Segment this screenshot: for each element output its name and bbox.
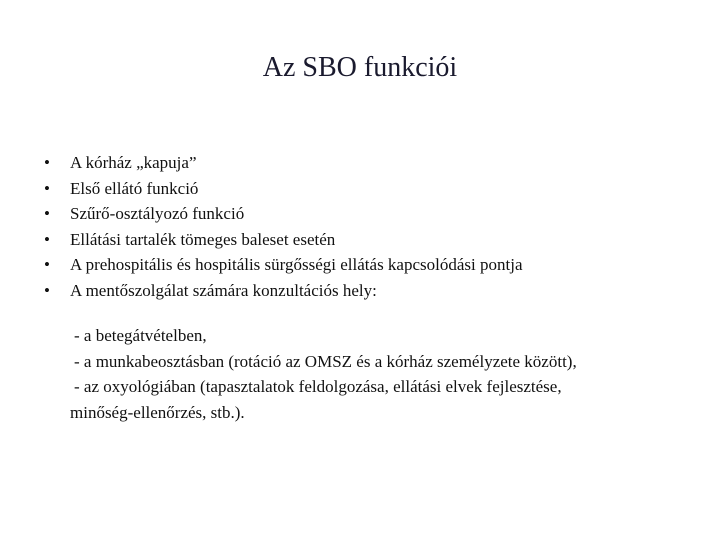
bullet-icon: • <box>44 229 50 249</box>
sub-line: - az oxyológiában (tapasztalatok feldolgozása, ellátási elvek fejlesztése, <box>74 377 562 396</box>
bullet-list <box>44 150 684 303</box>
list-item <box>44 201 684 227</box>
list-item <box>44 227 684 253</box>
list-item <box>44 150 684 176</box>
slide-title: Az SBO funkciói <box>262 52 458 83</box>
list-item <box>44 252 684 278</box>
sub-list <box>70 323 690 425</box>
bullet-icon: • <box>44 255 50 274</box>
bullet-icon: • <box>44 280 50 300</box>
bullet-icon: • <box>44 178 50 198</box>
sub-line: - a betegátvételben, <box>74 326 207 345</box>
list-item <box>44 278 684 304</box>
bullet-text: A kórház „kapuja” <box>70 153 197 172</box>
sub-line: - a munkabeosztásban (rotáció az OMSZ és a kórház személyzete között), <box>74 351 577 371</box>
bullet-icon: • <box>44 204 50 223</box>
bullet-text: Szűrő-osztályozó funkció <box>70 204 245 223</box>
bullet-text: Első ellátó funkció <box>70 178 199 198</box>
bullet-text: A prehospitális és hospitális sürgősségi ellátás kapcsolódási pontja <box>70 255 523 274</box>
bullet-icon: • <box>44 153 50 172</box>
list-item <box>44 176 684 202</box>
bullet-text: A mentőszolgálat számára konzultációs hely: <box>70 280 377 300</box>
sub-line: minőség-ellenőrzés, stb.). <box>70 402 245 422</box>
bullet-text: Ellátási tartalék tömeges baleset esetén <box>70 229 336 249</box>
